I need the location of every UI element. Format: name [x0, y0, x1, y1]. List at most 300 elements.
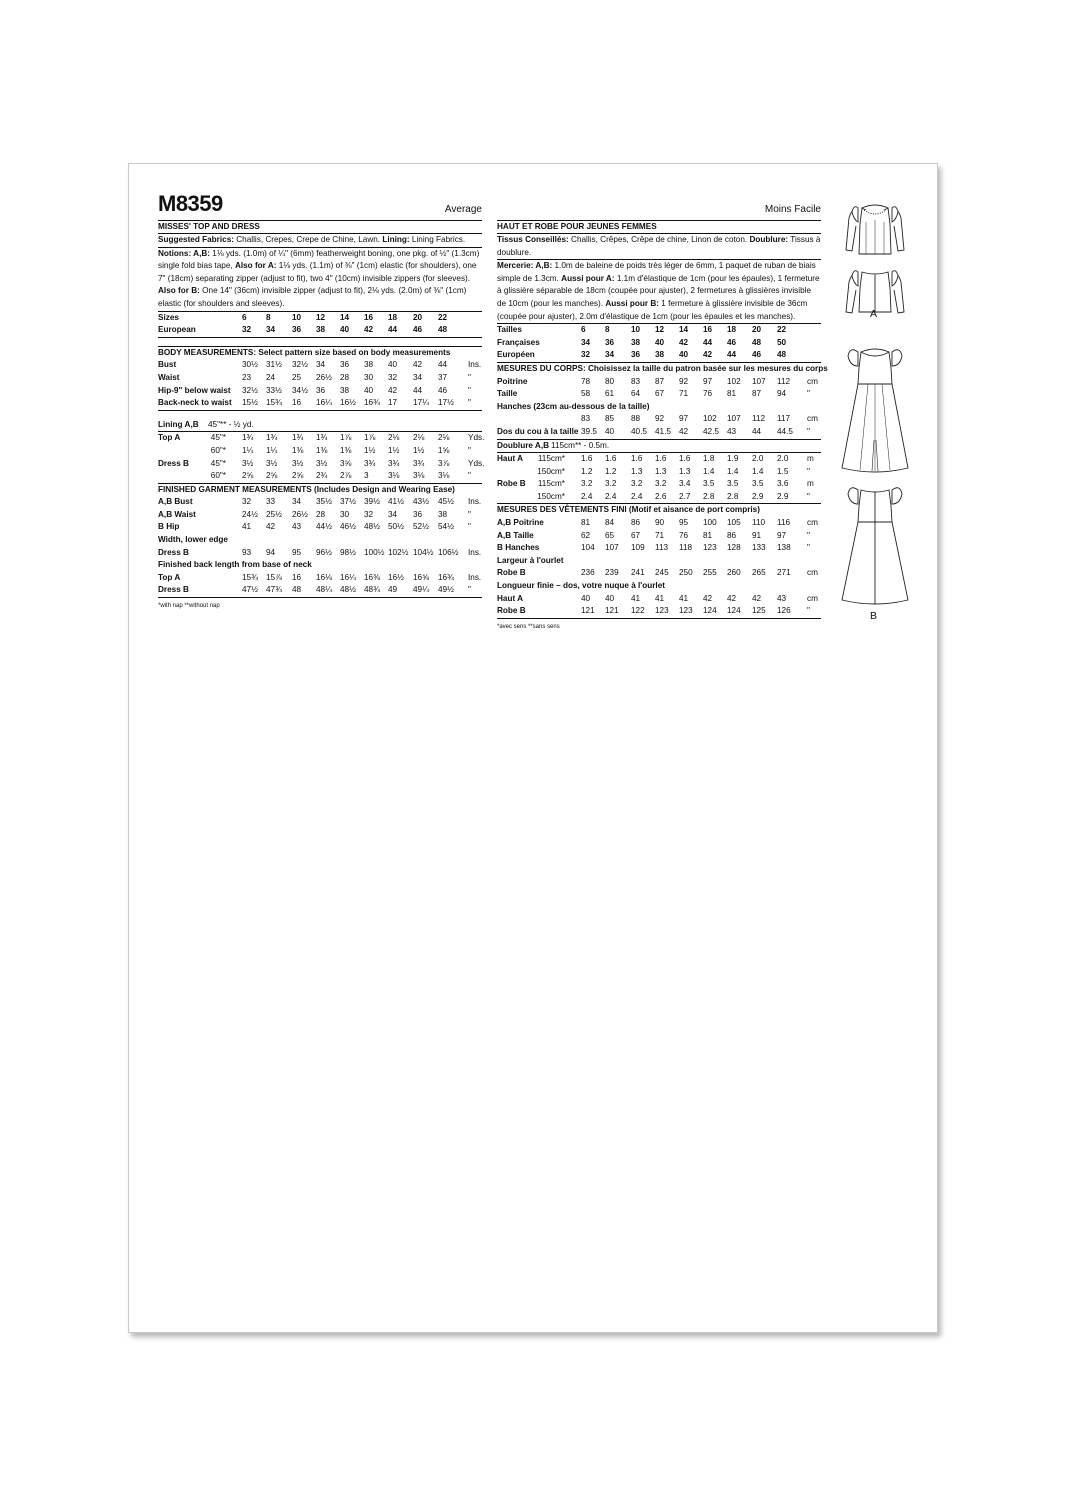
table-cell: 18 [727, 325, 737, 335]
table-cell: 2⅞ [340, 471, 352, 481]
table-cell: 16 [292, 572, 302, 582]
table-cell: 3½ [242, 458, 254, 468]
unit-label: " [807, 543, 810, 553]
table-row [497, 426, 821, 439]
table-cell: 97 [703, 376, 713, 386]
table-cell: 133 [752, 543, 766, 553]
table-cell: 84 [605, 518, 615, 528]
table-row [497, 388, 821, 401]
table-cell: 18 [388, 312, 398, 322]
table-cell: 38 [438, 509, 448, 519]
unit-label: " [807, 466, 810, 476]
lining-row [158, 419, 482, 432]
table-cell: 125 [752, 606, 766, 616]
table-cell: 40.5 [631, 426, 647, 436]
table-cell: 52½ [413, 522, 429, 532]
table-cell: 48 [438, 325, 448, 335]
lining-row-label: Lining A,B [158, 419, 199, 429]
table-cell: 1.3 [655, 466, 667, 476]
table-cell: 236 [581, 568, 595, 578]
table-cell: 109 [631, 543, 645, 553]
table-cell: 2.8 [727, 491, 739, 501]
table-cell: 37 [438, 372, 448, 382]
table-row [158, 372, 482, 385]
lining-row-fr [497, 440, 821, 453]
table-cell: 255 [703, 568, 717, 578]
row-label: Robe B [497, 479, 526, 489]
table-cell: 81 [727, 389, 737, 399]
table-cell: 48½ [364, 522, 380, 532]
difficulty-level-fr: Moins Facile [764, 204, 821, 215]
fabric-width: 115cm* [537, 479, 565, 489]
also-a-label: Also for A: [234, 261, 277, 271]
table-cell: 62 [581, 530, 591, 540]
table-cell: 34 [605, 350, 615, 360]
notions-paragraph [158, 248, 482, 311]
table-cell: 48 [752, 337, 762, 347]
table-cell: 81 [581, 518, 591, 528]
table-cell: 100 [703, 518, 717, 528]
table-cell: 81 [703, 530, 713, 540]
table-cell: 20 [413, 312, 423, 322]
table-cell: 16 [292, 398, 302, 408]
table-cell: 1½ [364, 445, 376, 455]
table-cell: 123 [703, 543, 717, 553]
table-cell: 3 [364, 471, 369, 481]
row-label: Bust [158, 360, 177, 370]
table-cell: 2.0 [752, 454, 764, 464]
table-cell: 38 [364, 360, 374, 370]
table-cell: 1⅜ [292, 445, 304, 455]
also-b-text: One 14" (36cm) invisible zipper (adjust to fit), 2⅛ yds. (2.0m) of ⅜" (1cm) elastic (for shoulders and sleeves). [158, 286, 467, 308]
table-cell: 3½ [266, 458, 278, 468]
table-cell: 44 [727, 350, 737, 360]
table-row [158, 496, 482, 509]
table-cell: 14 [340, 312, 350, 322]
footnote-en: *with nap **without nap [158, 603, 220, 610]
unit-label: cm [807, 593, 818, 603]
table-cell: 3⅛ [413, 471, 425, 481]
table-row [158, 458, 485, 471]
fabric-width: 60"* [210, 445, 226, 455]
unit-label: Yds. [468, 433, 485, 443]
table-cell: 33 [266, 497, 276, 507]
table-cell: 44 [752, 426, 762, 436]
table-cell: 1¾ [292, 433, 304, 443]
table-cell: 90 [655, 518, 665, 528]
table-cell: 34 [292, 497, 302, 507]
notions-label: Notions: A,B: [158, 248, 210, 258]
table-cell: 1.2 [581, 466, 593, 476]
table-cell: 2⅝ [266, 471, 278, 481]
table-cell: 25 [292, 372, 302, 382]
table-cell: 106½ [438, 547, 459, 557]
table-cell: 85 [605, 414, 615, 424]
table-cell: 1⅜ [316, 445, 328, 455]
table-cell: 3.2 [605, 479, 617, 489]
table-cell: 95 [292, 547, 302, 557]
table-cell: 41½ [388, 497, 404, 507]
table-row [158, 359, 482, 372]
table-cell: 271 [777, 568, 791, 578]
table-cell: 1¾ [316, 433, 328, 443]
unit-label: " [807, 491, 810, 501]
table-cell: 42 [679, 426, 689, 436]
table-cell: 15¾ [266, 398, 282, 408]
table-cell: 48¼ [316, 585, 332, 595]
unit-label: " [807, 426, 810, 436]
table-cell: 40 [364, 385, 374, 395]
table-cell: 16¼ [316, 398, 332, 408]
table-row [158, 559, 482, 572]
table-cell: 49½ [438, 585, 454, 595]
table-cell: 121 [605, 606, 619, 616]
table-cell: 1.6 [581, 454, 593, 464]
table-cell: 1.3 [679, 466, 691, 476]
table-cell: 22 [438, 312, 448, 322]
table-cell: 34 [413, 372, 423, 382]
table-cell: 97 [777, 530, 787, 540]
row-label: Haut A [497, 454, 524, 464]
table-cell: 3.5 [727, 479, 739, 489]
table-cell: 24 [266, 372, 276, 382]
fabric-width: 150cm* [537, 491, 565, 501]
table-cell: 41 [679, 593, 689, 603]
pattern-title-fr: HAUT ET ROBE POUR JEUNES FEMMES [497, 220, 821, 234]
table-cell: 2⅛ [438, 433, 450, 443]
row-label: Top A [158, 433, 181, 443]
table-row [158, 385, 482, 398]
table-row [158, 432, 485, 445]
table-cell: 34 [316, 360, 326, 370]
row-label: Dress B [158, 585, 189, 595]
table-row [497, 466, 821, 479]
table-cell: 1½ [413, 445, 425, 455]
lining-text: Lining Fabrics. [411, 235, 466, 244]
unit-label: cm [807, 568, 818, 578]
row-label: B Hip [158, 522, 180, 532]
table-cell: 34 [581, 337, 591, 347]
fabric-width: 45"* [210, 433, 226, 443]
also-a-label-fr: Aussi pour A: [561, 273, 615, 283]
unit-label: " [807, 530, 810, 540]
table-row [497, 478, 821, 491]
table-cell: 98½ [340, 547, 356, 557]
table-cell: 95 [679, 518, 689, 528]
table-cell: 38 [631, 337, 641, 347]
table-cell: 17½ [438, 398, 454, 408]
table-cell: 43½ [413, 497, 429, 507]
table-cell: 16½ [340, 398, 356, 408]
row-label: Robe B [497, 606, 526, 616]
unit-label: " [468, 585, 471, 595]
table-cell: 2⅛ [388, 433, 400, 443]
table-cell: 28 [316, 509, 326, 519]
table-cell: 112 [752, 414, 766, 424]
row-label: Finished back length from base of neck [158, 560, 312, 570]
row-label: Hanches (23cm au-dessous de la taille) [497, 401, 650, 411]
table-cell: 44 [388, 325, 398, 335]
lining-text-fr: Tissus à doublure. [497, 235, 821, 257]
unit-label: " [468, 509, 471, 519]
table-cell: 2.9 [777, 491, 789, 501]
table-cell: 87 [752, 389, 762, 399]
table-cell: 42 [266, 522, 276, 532]
unit-label: Ins. [468, 572, 482, 582]
table-row [497, 337, 821, 350]
table-cell: 2⅛ [413, 433, 425, 443]
unit-label: " [468, 471, 471, 481]
table-cell: 138 [777, 543, 791, 553]
unit-label: Yds. [468, 458, 485, 468]
also-b-label: Also for B: [158, 286, 200, 296]
table-cell: 2.4 [581, 491, 593, 501]
fabrics-paragraph [158, 234, 482, 247]
table-cell: 2⅝ [242, 471, 254, 481]
table-cell: 14 [679, 325, 689, 335]
table-cell: 239 [605, 568, 619, 578]
table-cell: 87 [655, 376, 665, 386]
table-cell: 44½ [316, 522, 332, 532]
table-cell: 20 [752, 325, 762, 335]
table-cell: 1¾ [266, 433, 278, 443]
table-cell: 1.6 [655, 454, 667, 464]
row-label: Waist [158, 372, 180, 382]
table-row [497, 491, 821, 504]
table-cell: 32½ [242, 385, 258, 395]
table-cell: 3.2 [631, 479, 643, 489]
table-cell: 260 [727, 568, 741, 578]
table-cell: 40 [679, 350, 689, 360]
header-en [158, 191, 482, 218]
table-cell: 32 [581, 350, 591, 360]
table-cell: 3.5 [703, 479, 715, 489]
table-cell: 15¾ [242, 572, 258, 582]
table-row [497, 324, 821, 337]
table-cell: 16¾ [364, 398, 380, 408]
table-cell: 1.6 [631, 454, 643, 464]
view-b-dress-front-sketch [838, 340, 912, 478]
row-label: Françaises [497, 337, 540, 347]
table-cell: 1⅞ [340, 433, 352, 443]
table-row [497, 517, 821, 530]
table-cell: 17¼ [413, 398, 429, 408]
table-cell: 107 [605, 543, 619, 553]
table-cell: 46 [752, 350, 762, 360]
table-row [158, 397, 482, 410]
table-cell: 44 [413, 385, 423, 395]
table-cell: 78 [581, 376, 591, 386]
table-cell: 33½ [266, 385, 282, 395]
table-cell: 40 [655, 337, 665, 347]
fabric-width: 60"* [210, 471, 226, 481]
table-cell: 44 [438, 360, 448, 370]
table-cell: 61 [605, 389, 615, 399]
unit-label: cm [807, 414, 818, 424]
lining-row-value: 45"** - ½ yd. [208, 419, 254, 429]
table-cell: 16½ [388, 572, 404, 582]
table-cell: 25½ [266, 509, 282, 519]
pattern-title: MISSES' TOP AND DRESS [158, 220, 482, 234]
table-cell: 86 [727, 530, 737, 540]
table-cell: 8 [266, 312, 271, 322]
table-cell: 45½ [438, 497, 454, 507]
row-label: Back-neck to waist [158, 398, 232, 408]
lining-label: Lining: [382, 235, 410, 244]
unit-label: Ins. [468, 497, 482, 507]
table-cell: 10 [631, 325, 641, 335]
table-cell: 105 [727, 518, 741, 528]
table-cell: 44.5 [777, 426, 793, 436]
table-cell: 67 [655, 389, 665, 399]
table-row [158, 534, 482, 547]
table-cell: 46 [413, 325, 423, 335]
table-cell: 2.6 [655, 491, 667, 501]
table-cell: 2.7 [679, 491, 691, 501]
table-cell: 3.6 [777, 479, 789, 489]
table-cell: 15⅞ [266, 572, 282, 582]
fabrics-text: Challis, Crepes, Crepe de Chine, Lawn. [236, 235, 381, 244]
lining-row-label-fr: Doublure A,B [497, 440, 550, 450]
table-cell: 88 [631, 414, 641, 424]
table-cell: 1⅝ [438, 445, 450, 455]
row-label: A,B Bust [158, 497, 193, 507]
view-b-dress-back-sketch [838, 480, 912, 610]
table-cell: 76 [703, 389, 713, 399]
table-cell: 46 [438, 385, 448, 395]
view-b-label: B [870, 610, 878, 622]
table-cell: 1.9 [727, 454, 739, 464]
row-label: A,B Waist [158, 509, 196, 519]
table-cell: 46 [727, 337, 737, 347]
table-cell: 83 [581, 414, 591, 424]
also-b-text-fr: 1 fermeture à glissière invisible de 36cm (coupée pour ajuster), 2.0m d'élastique de 1cm (pour les épaules et les manches). [497, 298, 808, 321]
table-cell: 38 [655, 350, 665, 360]
table-cell: 126 [777, 606, 791, 616]
table-cell: 1.5 [777, 466, 789, 476]
table-cell: 1½ [388, 445, 400, 455]
table-cell: 2.8 [703, 491, 715, 501]
table-cell: 42 [413, 360, 423, 370]
table-cell: 2⅝ [292, 471, 304, 481]
notions-text: 1⅛ yds. (1.0m) of ¼" (6mm) featherweight boning, one pkg. of ½" (1.3cm) single fold bias tape, [158, 248, 480, 271]
unit-label: m [807, 454, 814, 464]
unit-label: " [468, 398, 471, 408]
table-cell: 102 [727, 376, 741, 386]
table-cell: 6 [242, 312, 247, 322]
row-label: Taille [497, 389, 518, 399]
table-cell: 32 [364, 509, 374, 519]
table-cell: 1⅜ [340, 445, 352, 455]
table-cell: 71 [679, 389, 689, 399]
french-column [497, 198, 828, 631]
table-cell: 116 [777, 518, 791, 528]
table-cell: 3⅛ [438, 471, 450, 481]
table-cell: 40 [605, 426, 615, 436]
table-cell: 41 [242, 522, 252, 532]
row-label: Européen [497, 350, 535, 360]
table-cell: 30½ [242, 360, 258, 370]
table-cell: 107 [752, 376, 766, 386]
table-cell: 16¾ [438, 572, 454, 582]
table-cell: 48 [292, 585, 302, 595]
table-row [497, 593, 821, 606]
table-cell: 1.6 [679, 454, 691, 464]
table-cell: 43 [777, 593, 787, 603]
difficulty-level: Average [444, 204, 482, 215]
table-row [497, 542, 821, 555]
table-cell: 91 [752, 530, 762, 540]
table-row [497, 605, 821, 618]
also-b-label-fr: Aussi pour B: [605, 298, 659, 308]
table-cell: 76 [679, 530, 689, 540]
pattern-number: M8359 [158, 191, 223, 216]
table-cell: 265 [752, 568, 766, 578]
english-column [158, 191, 485, 610]
unit-label: cm [807, 376, 818, 386]
row-label: Hip-9" below waist [158, 385, 231, 395]
table-cell: 3.5 [752, 479, 764, 489]
table-cell: 47¾ [266, 585, 282, 595]
finished-measurements-heading: FINISHED GARMENT MEASUREMENTS (Includes Design and Wearing Ease) [158, 484, 455, 494]
view-a-label: A [870, 308, 878, 320]
fabric-width: 115cm* [537, 454, 565, 464]
table-cell: 17 [388, 398, 398, 408]
table-cell: 49¼ [413, 585, 429, 595]
row-label: B Hanches [497, 543, 540, 553]
table-cell: 36 [631, 350, 641, 360]
table-cell: 23 [242, 372, 252, 382]
table-cell: 94 [777, 389, 787, 399]
table-cell: 32 [388, 372, 398, 382]
table-cell: 16⅛ [316, 572, 332, 582]
table-row [497, 453, 821, 466]
table-cell: 34 [388, 509, 398, 519]
table-cell: 1⅞ [364, 433, 376, 443]
fabrics-paragraph-fr [497, 234, 821, 259]
table-cell: 92 [679, 376, 689, 386]
table-cell: 41 [631, 593, 641, 603]
table-row [158, 521, 482, 534]
table-cell: 42 [752, 593, 762, 603]
table-cell: 1¼ [266, 445, 278, 455]
table-cell: 110 [752, 518, 766, 528]
table-cell: 54½ [438, 522, 454, 532]
body-measurements-heading-fr: MESURES DU CORPS: Choisissez la taille du patron basée sur les mesures du corps [497, 363, 828, 373]
notions-text-fr: 1.0m de baleine de poids très léger de 6mm, 1 paquet de ruban de biais simple de 1.3cm. [497, 261, 816, 283]
table-cell: 118 [679, 543, 693, 553]
table-cell: 1.6 [605, 454, 617, 464]
table-row [158, 445, 482, 458]
table-cell: 58 [581, 389, 591, 399]
table-cell: 94 [266, 547, 276, 557]
table-cell: 124 [727, 606, 741, 616]
unit-label: m [807, 479, 814, 489]
table-cell: 1.8 [703, 454, 715, 464]
table-cell: 64 [631, 389, 641, 399]
table-cell: 3⅛ [388, 471, 400, 481]
table-cell: 1.2 [605, 466, 617, 476]
row-label: Top A [158, 572, 181, 582]
table-cell: 1.4 [752, 466, 764, 476]
row-label: European [158, 325, 196, 335]
row-label: Largeur à l'ourlet [497, 555, 564, 565]
table-cell: 36 [413, 509, 423, 519]
table-cell: 50½ [388, 522, 404, 532]
table-cell: 3.2 [581, 479, 593, 489]
row-label: Poitrine [497, 376, 528, 386]
table-row [158, 509, 482, 522]
